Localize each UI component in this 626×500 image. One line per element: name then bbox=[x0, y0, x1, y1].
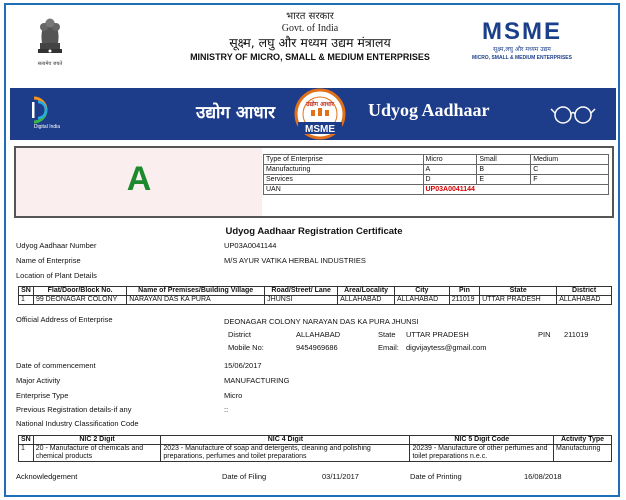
location-table-cell: ALLAHABAD bbox=[338, 296, 395, 305]
previous-registration-label: Previous Registration details-if any bbox=[16, 405, 132, 414]
enterprise-type-cell: Manufacturing bbox=[264, 165, 424, 175]
government-title-block bbox=[160, 11, 460, 63]
enterprise-type-cell: Type of Enterprise bbox=[264, 155, 424, 165]
national-emblem-icon bbox=[30, 13, 70, 71]
previous-registration-value: :: bbox=[224, 405, 229, 414]
mobile-value: 9454969686 bbox=[296, 343, 338, 352]
msme-logo bbox=[472, 19, 572, 79]
commencement-value: 15/06/2017 bbox=[224, 361, 262, 370]
digital-india-icon bbox=[20, 94, 74, 124]
msme-logo-english: MICRO, SMALL & MEDIUM ENTERPRISES bbox=[472, 55, 572, 61]
uan-row-value: UP03A0041144 bbox=[423, 185, 609, 195]
udyog-aadhaar-banner bbox=[10, 88, 616, 140]
nic-table-cell: 20239 - Manufacture of other perfumes and toilet preparations n.e.c. bbox=[410, 445, 554, 462]
location-table-header: City bbox=[394, 287, 449, 296]
enterprise-type-table bbox=[263, 154, 609, 195]
enterprise-name-label: Name of Enterprise bbox=[16, 256, 81, 265]
enterprise-type-cell: C bbox=[531, 165, 609, 175]
nic-table-cell: 20 - Manufacture of chemicals and chemical products bbox=[33, 445, 161, 462]
nic-table-cell: 1 bbox=[19, 445, 34, 462]
enterprise-type-cell: B bbox=[477, 165, 531, 175]
plant-location-table bbox=[18, 286, 612, 305]
digital-india-label: Digital India bbox=[33, 124, 61, 130]
enterprise-type-cell: D bbox=[423, 175, 477, 185]
location-table-cell: 211019 bbox=[449, 296, 479, 305]
location-table-header: Road/Street/ Lane bbox=[265, 287, 338, 296]
official-address-label: Official Address of Enterprise bbox=[16, 315, 113, 324]
nic-table-cell: Manufacturing bbox=[554, 445, 612, 462]
location-table-header: Flat/Door/Block No. bbox=[33, 287, 126, 296]
certificate-title: Udyog Aadhaar Registration Certificate bbox=[225, 226, 403, 237]
location-table-cell: JHUNSI bbox=[265, 296, 338, 305]
certificate-frame bbox=[4, 3, 620, 497]
location-table-cell: 1 bbox=[19, 296, 34, 305]
emblem-caption: सत्यमेव जयते bbox=[37, 61, 63, 67]
nic-table-row bbox=[19, 445, 612, 462]
commencement-label: Date of commencement bbox=[16, 361, 96, 370]
location-table-cell: 99 DEONAGAR COLONY bbox=[33, 296, 126, 305]
enterprise-type-box bbox=[14, 146, 614, 218]
official-address-line: DEONAGAR COLONY NARAYAN DAS KA PURA JHUNSI bbox=[224, 317, 419, 326]
enterprise-type-cell: Small bbox=[477, 155, 531, 165]
location-table-header: Area/Locality bbox=[338, 287, 395, 296]
location-table-header: SN bbox=[19, 287, 34, 296]
mobile-label: Mobile No: bbox=[228, 343, 264, 352]
pin-value: 211019 bbox=[564, 330, 589, 339]
enterprise-type-cell: A bbox=[423, 165, 477, 175]
nic-table-cell: 2023 - Manufacture of soap and detergents, cleaning and polishing preparations, perfumes and toilet preparations bbox=[161, 445, 410, 462]
location-table-header: State bbox=[480, 287, 557, 296]
location-table-header: Name of Premises/Building Village bbox=[127, 287, 265, 296]
udyog-aadhaar-seal-icon bbox=[280, 88, 360, 140]
enterprise-type-cell: Micro bbox=[423, 155, 477, 165]
printing-date-label: Date of Printing bbox=[410, 472, 462, 481]
uan-label: Udyog Aadhaar Number bbox=[16, 241, 97, 250]
printing-date-value: 16/08/2018 bbox=[524, 472, 562, 481]
filing-date-label: Date of Filing bbox=[222, 472, 267, 481]
nic-label: National Industry Classification Code bbox=[16, 419, 139, 428]
location-table-cell: ALLAHABAD bbox=[557, 296, 612, 305]
acknowledgement-label: Acknowledgement bbox=[16, 472, 78, 481]
email-label: Email: bbox=[378, 343, 399, 352]
nic-table-header: Activity Type bbox=[554, 436, 612, 445]
certificate-header bbox=[10, 7, 616, 83]
location-table-cell: ALLAHABAD bbox=[394, 296, 449, 305]
uan-value: UP03A0041144 bbox=[224, 241, 277, 250]
seal-top-text: उद्योग आधार bbox=[306, 101, 334, 108]
enterprise-type-cell: E bbox=[477, 175, 531, 185]
swachh-bharat-glasses-icon bbox=[550, 102, 596, 126]
location-table-header: Pin bbox=[449, 287, 479, 296]
enterprise-grade-panel bbox=[16, 148, 262, 216]
enterprise-type-row bbox=[264, 155, 609, 165]
msme-logo-hindi: सूक्ष्म,लघु और मध्यम उद्यम bbox=[493, 46, 551, 53]
ministry-hindi-text: सूक्ष्म, लघु और मध्यम उद्यम मंत्रालय bbox=[229, 35, 391, 50]
email-value: digvijaytess@gmail.com bbox=[406, 343, 487, 352]
location-table-header: District bbox=[557, 287, 612, 296]
nic-table-header: NIC 2 Digit bbox=[33, 436, 161, 445]
enterprise-name-value: M/S AYUR VATIKA HERBAL INDUSTRIES bbox=[224, 256, 366, 265]
nic-table bbox=[18, 435, 612, 462]
banner-english-title: Udyog Aadhaar bbox=[368, 100, 490, 120]
state-value: UTTAR PRADESH bbox=[406, 330, 469, 339]
gov-hindi-text: भारत सरकार bbox=[286, 11, 334, 22]
location-table-cell: NARAYAN DAS KA PURA bbox=[127, 296, 265, 305]
seal-bottom-text: MSME bbox=[305, 124, 335, 135]
district-value: ALLAHABAD bbox=[296, 330, 341, 339]
enterprise-type-row bbox=[264, 185, 609, 195]
enterprise-type-value: Micro bbox=[224, 391, 243, 400]
major-activity-label: Major Activity bbox=[16, 376, 61, 385]
location-table-row bbox=[19, 296, 612, 305]
ministry-english-text: MINISTRY OF MICRO, SMALL & MEDIUM ENTERPRISES bbox=[190, 52, 430, 62]
nic-table-header: NIC 4 Digit bbox=[161, 436, 410, 445]
enterprise-type-label: Enterprise Type bbox=[16, 391, 69, 400]
enterprise-type-cell: Medium bbox=[531, 155, 609, 165]
gov-english-text: Govt. of India bbox=[281, 23, 339, 34]
filing-date-value: 03/11/2017 bbox=[322, 472, 359, 481]
uan-row-label: UAN bbox=[264, 185, 424, 195]
plant-location-label: Location of Plant Details bbox=[16, 271, 97, 280]
location-table-cell: UTTAR PRADESH bbox=[480, 296, 557, 305]
district-label: District bbox=[228, 330, 251, 339]
nic-table-header: NIC 5 Digit Code bbox=[410, 436, 554, 445]
digital-india-logo bbox=[20, 94, 74, 134]
major-activity-value: MANUFACTURING bbox=[224, 376, 290, 385]
enterprise-type-row bbox=[264, 165, 609, 175]
state-label: State bbox=[378, 330, 396, 339]
pin-label: PIN bbox=[538, 330, 551, 339]
enterprise-grade-letter: A bbox=[126, 160, 152, 198]
enterprise-type-cell: Services bbox=[264, 175, 424, 185]
banner-hindi-title: उद्योग आधार bbox=[196, 103, 276, 123]
msme-logo-letters: MSME bbox=[482, 18, 562, 45]
enterprise-type-cell: F bbox=[531, 175, 609, 185]
enterprise-type-row bbox=[264, 175, 609, 185]
nic-table-header: SN bbox=[19, 436, 34, 445]
